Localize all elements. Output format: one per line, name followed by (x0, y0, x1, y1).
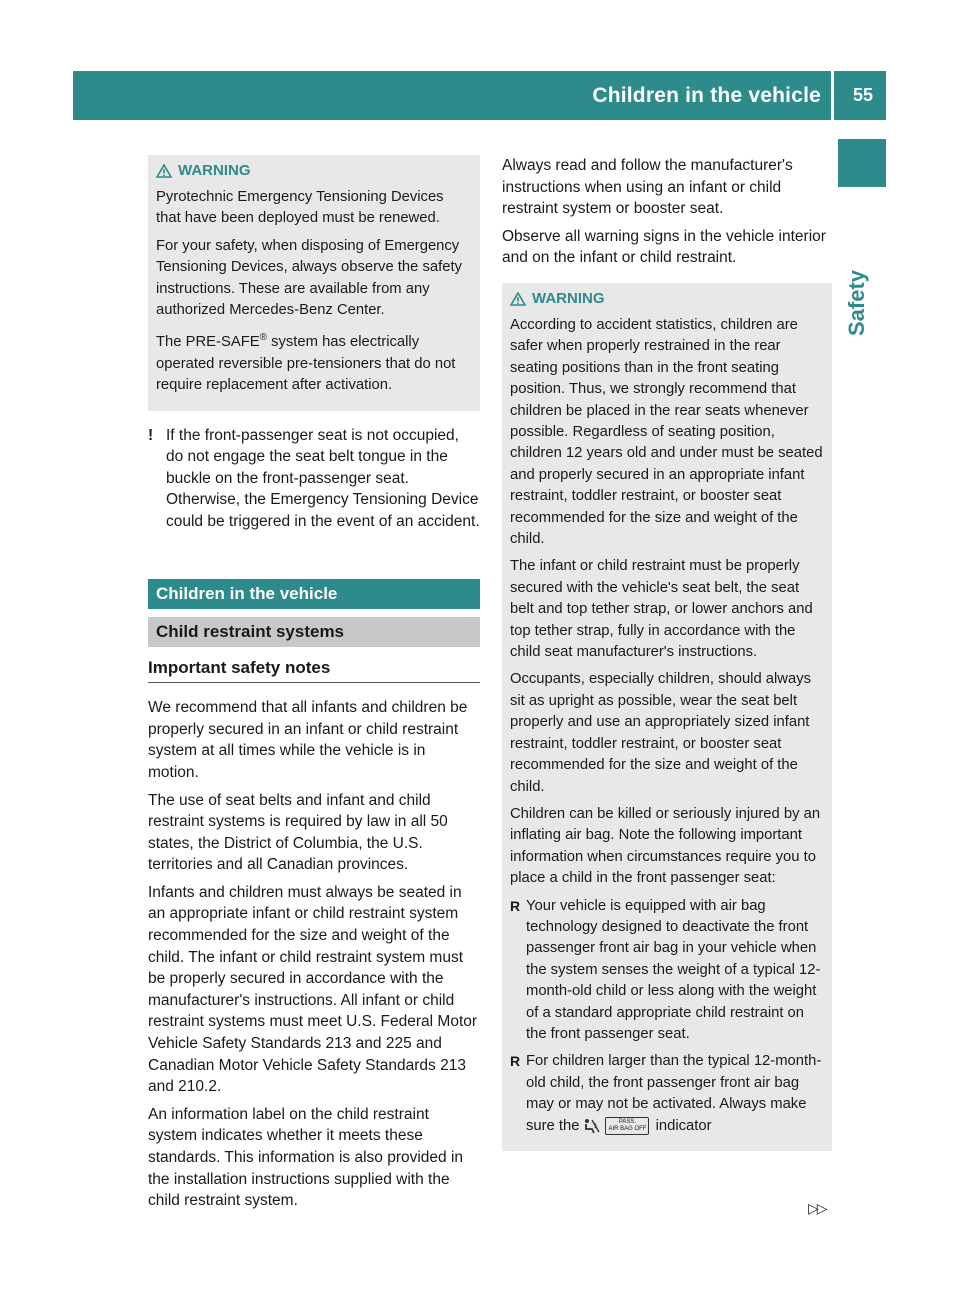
body-paragraph: We recommend that all infants and children be properly secured in an infant or child restraint system at all times while the vehicle is in motion. (148, 699, 468, 781)
list-item: R For children larger than the typical 12-month-old child, the front passenger front air bag may or may not be activated. Always make sure the PASS. AIR BAG OFF indicator (510, 1051, 824, 1137)
topic-heading: Important safety notes (148, 657, 480, 684)
warning-text: Occupants, especially children, should always sit as upright as possible, wear the seat belt properly and use an appropriately sized infant restraint, toddler restraint, or booster seat recommended for the size and weight of the child. (510, 671, 812, 795)
header-divider (831, 71, 834, 120)
right-column (502, 155, 832, 1151)
pass-airbag-off-indicator-icon: PASS. AIR BAG OFF (605, 1117, 649, 1135)
warning-text: Children can be killed or seriously injured by an inflating air bag. Note the following important information when circumstances require you to place a child in the front passenger seat: (510, 805, 821, 887)
page-number: 55 (852, 85, 873, 105)
warning-triangle-icon (156, 164, 172, 178)
warning-text: According to accident statistics, children are safer when properly restrained in the rear seating positions than in the front seating position. Thus, we strongly recommend that children be placed in the rear seats whenever possible. Regardless of seating position, children 12 years old and under must be seated and properly secured in an appropriate infant restraint, toddler restraint, or booster seat recommended for the size and weight of the child. (510, 316, 823, 548)
continued-arrow-icon: ▷▷ (808, 1200, 826, 1216)
warning-heading (510, 287, 824, 311)
caution-note: ! If the front-passenger seat is not occupied, do not engage the seat belt tongue in the buckle on the front-passenger seat. Otherwise, the Emergency Tensioning Device could be triggered in the event of an accident. (148, 426, 480, 530)
body-paragraph: An information label on the child restraint system indicates whether it meets these standards. This information is also provided in the installation instructions supplied with the child restraint system. (148, 1105, 464, 1210)
warning-label: WARNING (532, 290, 605, 308)
body-paragraph: Always read and follow the manufacturer's instructions when using an infant or child restraint system or booster seat. (502, 157, 793, 218)
side-tab-label: Safety (844, 269, 869, 336)
warning-text: The infant or child restraint must be properly secured with the vehicle's seat belt, the seat belt and top tether strap, or lower anchors and top tether strap, fully in accordance with the child seat manufacturer's instructions. (510, 558, 813, 661)
list-item: R Your vehicle is equipped with air bag technology designed to deactivate the front passenger front air bag in your vehicle when the system senses the weight of a typical 12-month-old child or less along with the weight of a standard appropriate child restraint on the front passenger seat. (510, 896, 824, 1046)
warning-bullet-list (510, 896, 824, 1137)
airbag-off-seat-icon (582, 1118, 600, 1134)
warning-text: For your safety, when disposing of Emergency Tensioning Devices, always observe the safety instructions. These are available from any authorized Mercedes-Benz Center. (156, 237, 462, 319)
left-column (148, 155, 480, 1218)
warning-heading (156, 159, 472, 183)
caution-marker-icon: ! (148, 426, 154, 444)
section-heading: Children in the vehicle (148, 579, 480, 609)
warning-label: WARNING (178, 162, 251, 180)
warning-text: Pyrotechnic Emergency Tensioning Devices that have been deployed must be renewed. (156, 189, 444, 227)
warning-text: The PRE-SAFE® system has electrically operated reversible pre-tensioners that do not require replacement after activation. (156, 332, 456, 394)
subsection-heading: Child restraint systems (148, 617, 480, 647)
body-paragraph: The use of seat belts and infant and child restraint systems is required by law in all 50 states, the District of Columbia, the U.S. territories and all Canadian provinces. (148, 791, 448, 874)
warning-triangle-icon (510, 292, 526, 306)
warning-box-2 (502, 283, 832, 1151)
body-paragraph: Infants and children must always be seated in an appropriate infant or child restraint system recommended for the size and weight of the child. The infant or child restraint system must be properly secured in accordance with the manufacturer's instructions. All infant or child restraint systems must meet U.S. Federal Motor Vehicle Safety Standards 213 and 225 and Canadian Motor Vehicle Safety Standards 213 and 210.2. (148, 883, 478, 1096)
side-tab-marker (838, 139, 886, 187)
warning-box-1 (148, 155, 480, 411)
page-header (73, 71, 886, 120)
body-paragraph: Observe all warning signs in the vehicle interior and on the infant or child restraint. (502, 227, 826, 267)
header-title: Children in the vehicle (592, 84, 821, 107)
